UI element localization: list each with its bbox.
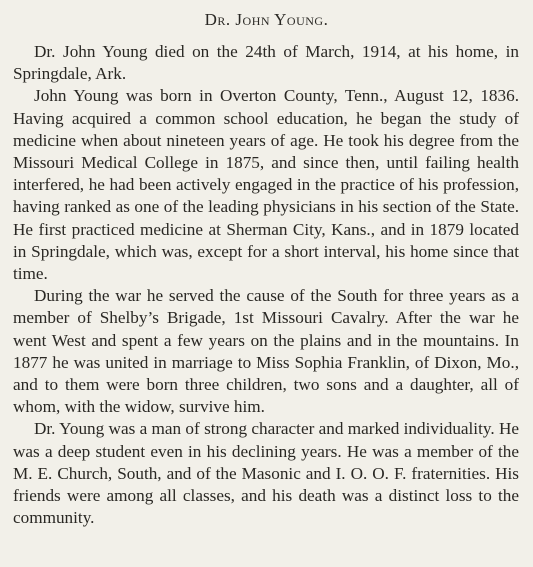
paragraph-character: Dr. Young was a man of strong character and marked individuality. He was a deep student even in his declining years. He was a member of the M. E. Church, South, and of the Masonic and I. O. O. F. fraternities. His friends were among all classes, and his death was a distinct loss to the community. <box>13 419 519 528</box>
paragraph-war-service: During the war he served the cause of the South for three years as a member of Shelby’s Brigade, 1st Missouri Cavalry. After the war he went West and spent a few years on the plains and in the mountains. In 1877 he was united in marriage to Miss Sophia Franklin, of Dixon, Mo., and to them were born three children, two sons and a daughter, all of whom, with the widow, survive him. <box>13 286 519 417</box>
paragraph-death-notice: Dr. John Young died on the 24th of March, 1914, at his home, in Springdale, Ark. <box>13 42 519 84</box>
page-title: Dr. John Young. <box>204 10 329 29</box>
paragraph-biography: John Young was born in Overton County, Tenn., August 12, 1836. Having acquired a common school education, he began the study of medicine when about nineteen years of age. He took his degree from the Missouri Medical College in 1875, and since then, until failing health interfered, he had been actively engaged in the practice of his profession, having ranked as one of the leading physicians in his section of the State. He first practiced medicine at Sherman City, Kans., and in 1879 located in Springdale, which was, except for a short interval, his home since that time. <box>13 86 519 284</box>
article-body <box>13 41 519 529</box>
